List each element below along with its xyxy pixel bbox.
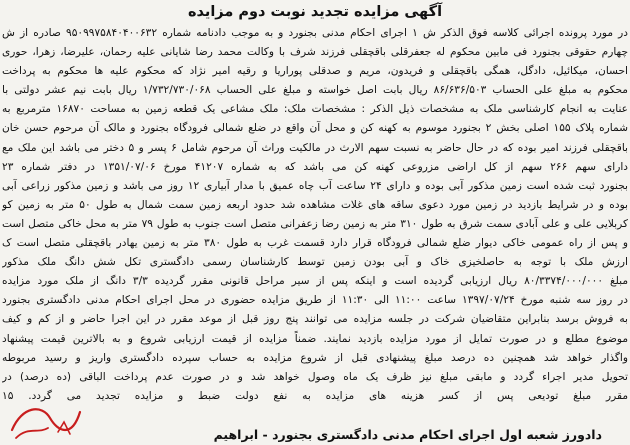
- notice-line: مبلغ ۸۰/۳۳۷۴/۰۰۰/۰۰۰ ریال ارزیابی گردیده است و اینکه پس از سیر مراحل قانونی مقرر گردیده ۳/۳ دانگ از ملک مورد مزایده: [2, 275, 628, 288]
- red-ink-mark: [2, 398, 84, 444]
- notice-line: در مورد پرونده اجرائی کلاسه فوق الذکر ش ۱ اجرای احکام مدنی بجنورد و به موجب دادنامه شماره ۹۵۰۹۹۷۵۸۴۰۴۰۰۶۳۲ صادره از ش: [2, 27, 628, 39]
- notice-line: ارزش ملک با توجه به حاصلخیزی خاک و آبی بودن زمین توسط کارشناسان رسمی دادگستری تکل شش دانگ ملک مذکور: [2, 256, 628, 269]
- notice-line: احسان، میکائیل، دادگل، همگی باقچقلی و فریدون، مریم و صدقلی پوراریا و رقیه امیر نژاد که محکوم علیه ها محکوم به پرداخت: [2, 65, 628, 78]
- notice-line: بوده و در شرایط بازدید در زمین مورد دعوی ساقه های غلات مشاهده شد حدود اربعه زمین سمت شمال به طول ۵۰ متر به زمین کو: [2, 198, 628, 211]
- notice-line: مقرر مبلغ تودیعی پس از کسر هزینه های مزایده به نفع دولت ضبط و مزایده تجدید می گردد. ۱۵: [2, 389, 628, 402]
- notice-line: تحویل مدیر اجراء گردد و مابقی مبلغ نیز ظرف یک ماه وصول خواهد شد و در صورت عدم پرداخت الباقی (ده درصد) در: [2, 370, 628, 383]
- notice-line: و پس از راه عمومی خاکی دیوار ضلع شمالی فرودگاه قرار دارد قسمت غرب به طول ۳۸۰ متر به زمین یهادر باقچقلی متصل است ک: [2, 237, 628, 250]
- notice-line: باقچقلی فرزند امیر بوده که در حال حاضر به نسبت سهم الارث در مالکیت وراث آن مرحوم شامل ۶ پسر و ۵ دختر می باشد این ملک مع: [2, 141, 628, 154]
- notice-line: به فروش برسد بنابراین متقاضیان شرکت در جلسه مزایده می توانند پنج روز قبل از موعد مقرر در این اجرا حاضر و از کم و کیف: [2, 313, 628, 326]
- notice-line: دارای سهم ۲۶۶ سهم از کل اراضی مزروعی کهنه کن می باشد که به شماره ۴۱۲۰۷ مورخ ۱۳۵۱/۰۷/۰۶ در دفتر شماره ۲۳: [2, 160, 628, 173]
- notice-body: [2, 24, 628, 406]
- notice-line: بجنورد ثبت شده است زمین مذکور آبی بوده و دارای ۲۴ ساعت آب چاه عمیق با مدار آبیاری ۱۲ روز می باشد و زمین مذکور زراعی آبی: [2, 179, 628, 192]
- notice-title: آگهی مزایده تجدید نوبت دوم مزایده: [187, 4, 443, 20]
- notice-line: محکوم به مبلغ علی الحساب ۸۶/۶۳۶/۵۰۳ ریال بابت اصل خواسته و مبلغ علی الحساب ۱/۷۳۲/۷۳۰/۰۶۸ ریال بابت نیم عشر دولتی با: [2, 84, 628, 97]
- notice-line: موضوع مطلع و در صورت تمایل از مورد مزایده بازدید نمایند. ضمناً مزایده از قیمت ارزیابی شروع و به بالاترین قیمت پیشنهاد: [2, 332, 628, 345]
- notice-line: واگذار خواهد شد همچنین ده درصد مبلغ پیشنهادی قبل از شروع مزایده به حساب سپرده دادگستری واریز و رسید مربوطه: [2, 351, 628, 364]
- notice-signature: دادورز شعبه اول اجرای احکام مدنی دادگستری بجنورد - ابراهیم: [213, 427, 602, 442]
- notice-line: در روز سه شنبه مورخ ۱۳۹۷/۰۷/۲۴ ساعت ۱۱:۰۰ الی ۱۱:۳۰ از طریق مزایده حضوری در محل اجرای احکام مدنی دادگستری بجنورد: [2, 294, 628, 307]
- notice-line: چهارم حقوقی بجنورد فی مابین محکوم له جعفرقلی باقچقلی فرزند شرف با وکالت محمد رضا شایانی علیه رحمان، علیرضا، زهرا، حوری: [2, 46, 628, 59]
- notice-line: کربلایی علی و علی آبادی سمت شرق به طول ۳۱۰ متر به زمین رضا زعفرانی متصل است جنوب به طول ۷۹ متر به محل خاکی متصل است: [2, 217, 628, 230]
- notice-line: شماره پلاک ۱۵۵ اصلی بخش ۲ بجنورد موسوم به کهنه کن و محل آن واقع در ضلع شمالی فرودگاه بجنورد و مالک آن مرحوم حسن خان: [2, 122, 628, 135]
- notice-line: عنایت به انجام کارشناسی ملک به مشخصات ذیل الذکر : مشخصات ملک: ملک مشاعی یک قطعه زمین به مساحت ۱۶۸۷۰ مترمربع به: [2, 103, 628, 116]
